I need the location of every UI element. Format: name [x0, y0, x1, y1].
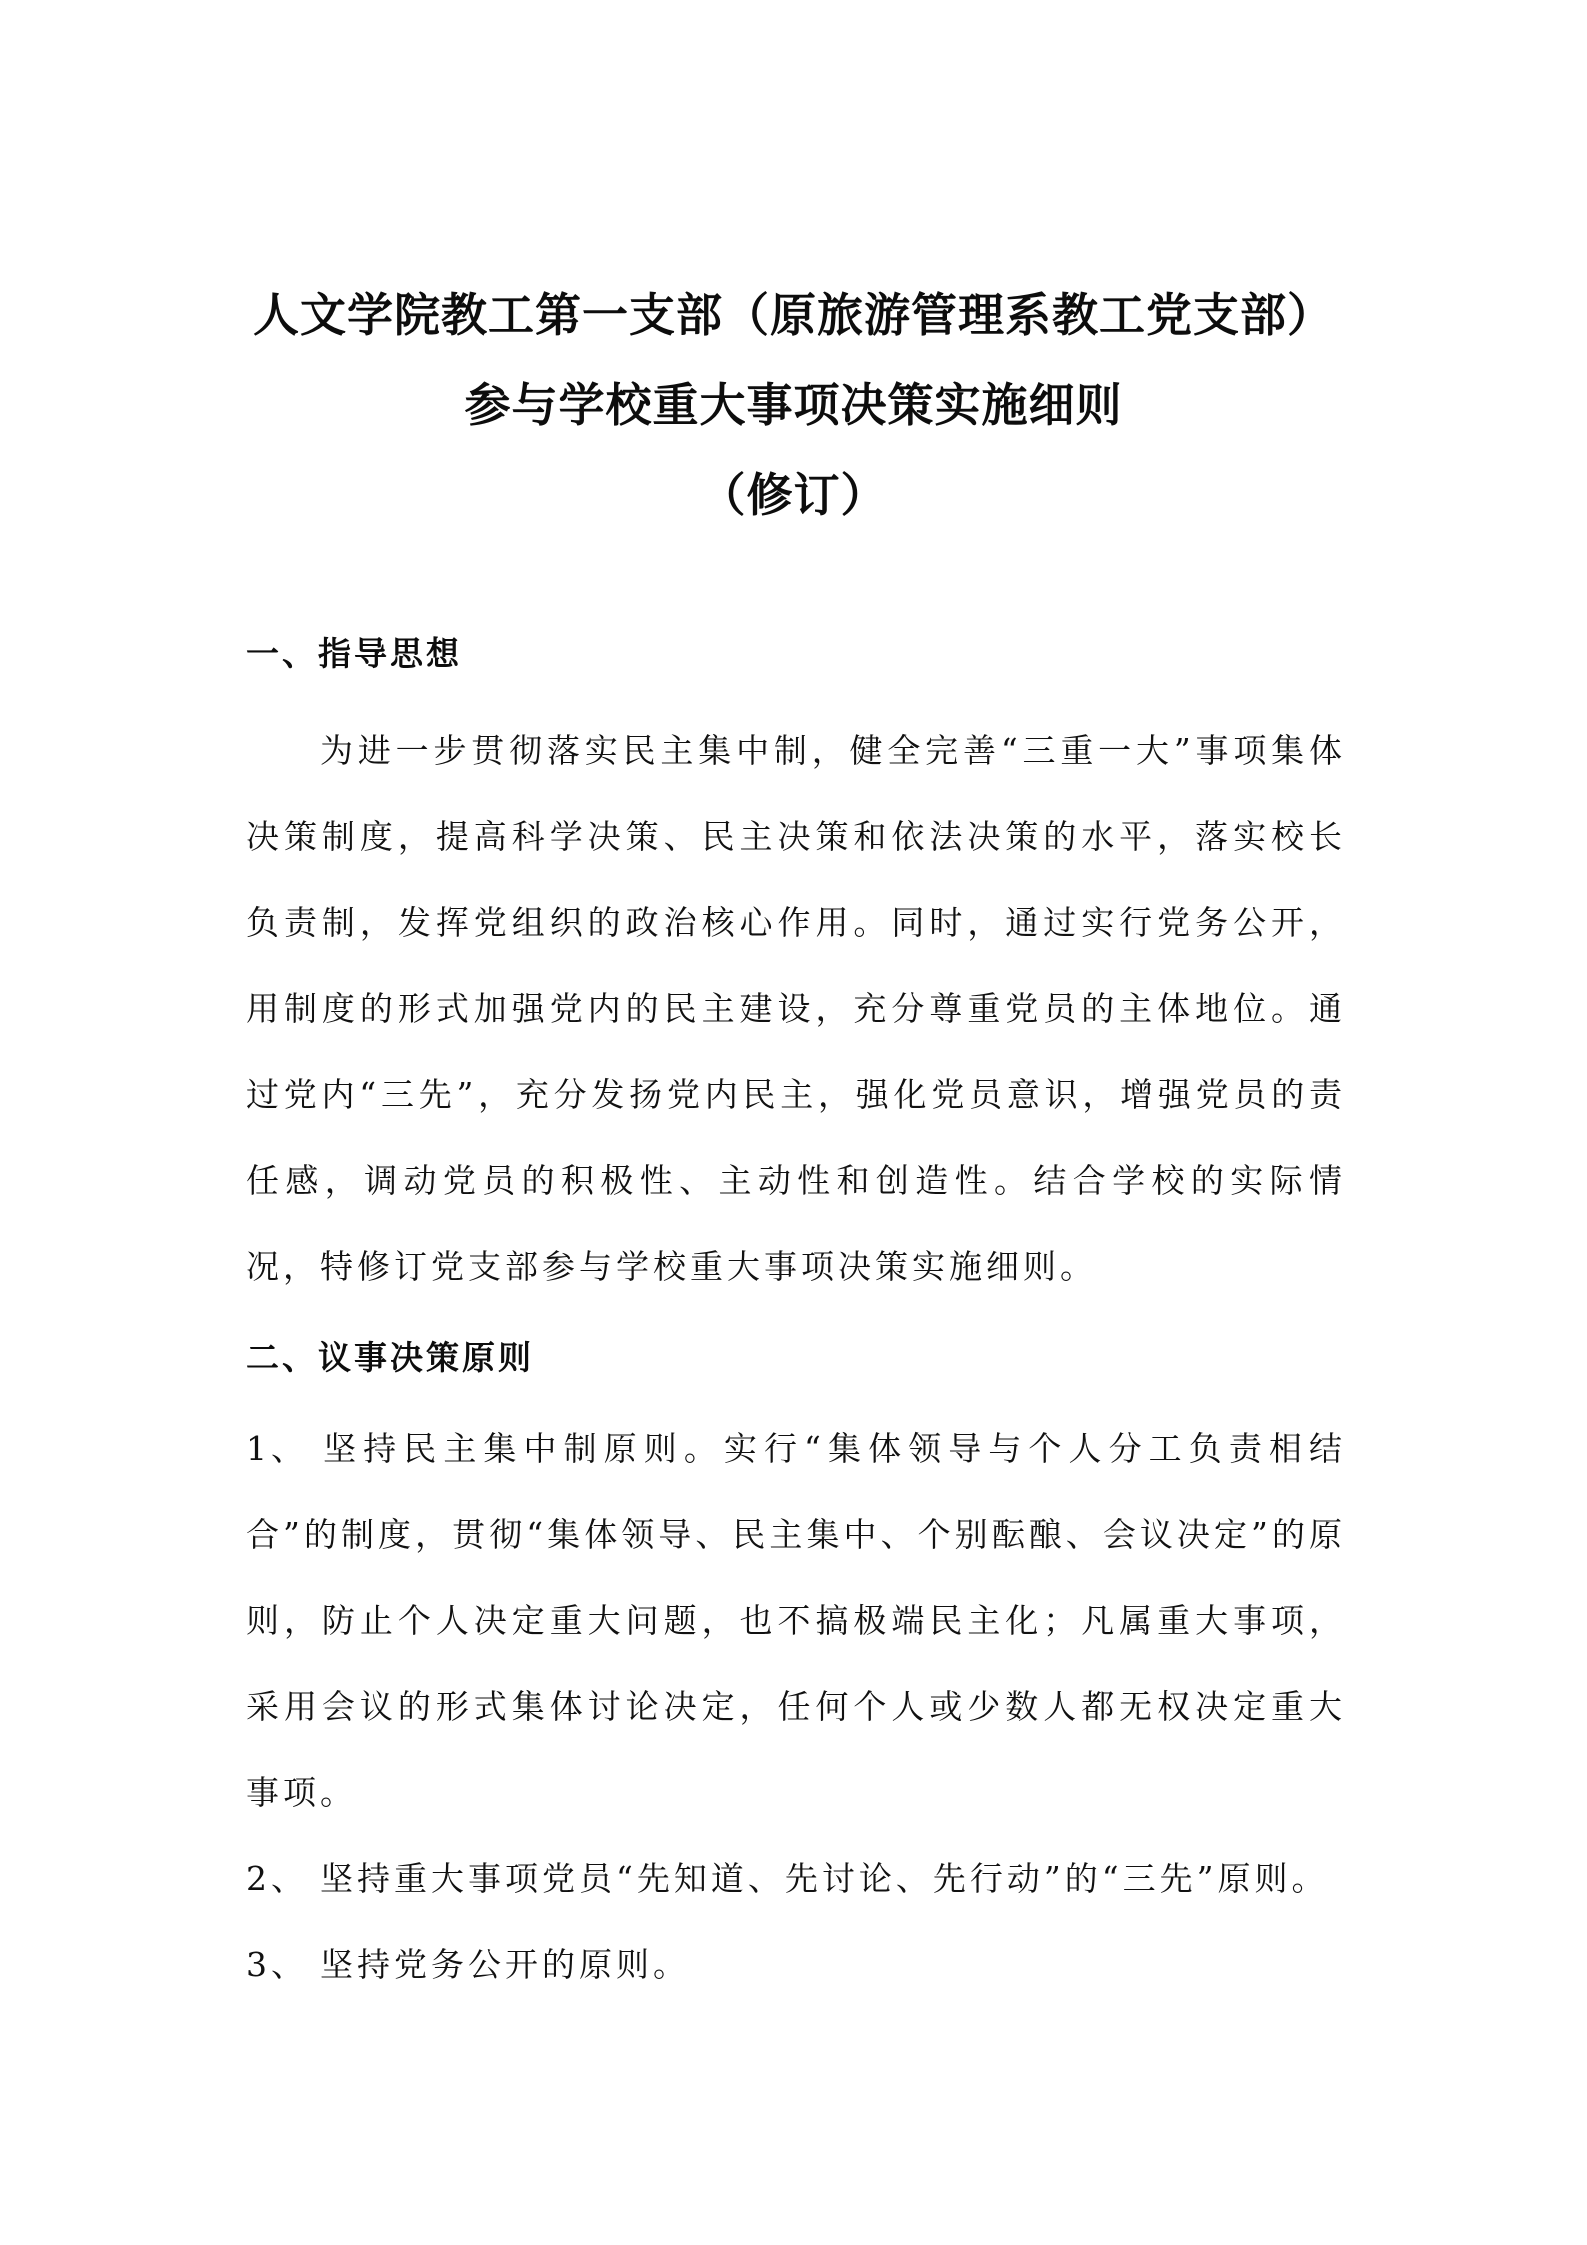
- list-item-text: 坚持民主集中制原则。实行“集体领导与个人分工负责相结合”的制度，贯彻“集体领导、民主集中、个别酝酿、会议决定”的原则，防止个人决定重大问题，也不搞极端民主化；凡属重大事项，采用会议的形式集体讨论决定，任何个人或少数人都无权决定重大事项。: [246, 1429, 1346, 1812]
- list-item: [246, 1922, 1346, 2008]
- title-line-1: 人文学院教工第一支部（原旅游管理系教工党支部）: [253, 288, 1334, 342]
- list-item: [246, 1406, 1346, 1836]
- title-line-2: 参与学校重大事项决策实施细则: [464, 378, 1123, 432]
- list-item-number: 2、: [246, 1859, 308, 1898]
- title-line-3: （修订）: [699, 468, 888, 522]
- list-item-text: 坚持重大事项党员“先知道、先讨论、先行动”的“三先”原则。: [320, 1859, 1329, 1898]
- section-paragraph-guiding-ideology: 为进一步贯彻落实民主集中制，健全完善“三重一大”事项集体决策制度，提高科学决策、民主决策和依法决策的水平，落实校长负责制，发挥党组织的政治核心作用。同时，通过实行党务公开，用制度的形式加强党内的民主建设，充分尊重党员的主体地位。通过党内“三先”，充分发扬党内民主，强化党员意识，增强党员的责任感，调动党员的积极性、主动性和创造性。结合学校的实际情况，特修订党支部参与学校重大事项决策实施细则。: [246, 731, 1346, 1286]
- section-heading-guiding-ideology: 一、指导思想: [246, 634, 462, 673]
- section-heading-decision-principles: 二、议事决策原则: [246, 1338, 534, 1377]
- list-item-number: 1、: [246, 1429, 308, 1468]
- list-item-number: 3、: [246, 1945, 308, 1984]
- list-item-text: 坚持党务公开的原则。: [320, 1945, 690, 1984]
- document-body: [246, 620, 1346, 2008]
- document-title: [0, 270, 1587, 540]
- list-item: [246, 1836, 1346, 1922]
